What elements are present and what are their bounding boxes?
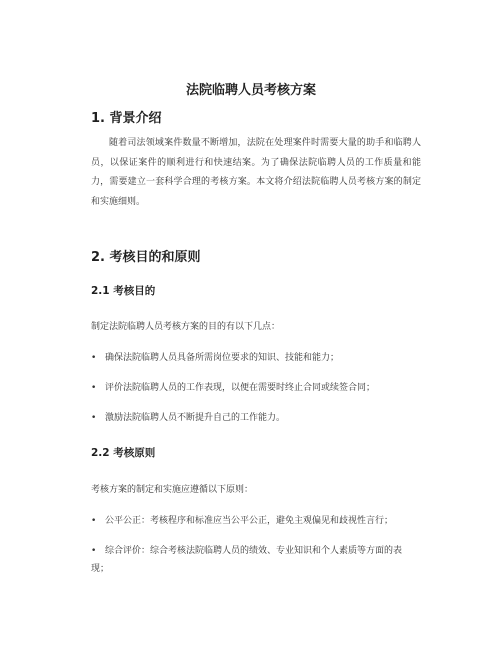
section-2-1-heading: 2.1 考核目的 (91, 285, 156, 297)
list-item-text: 确保法院临聘人员具备所需岗位要求的知识、技能和能力； (105, 353, 340, 363)
section-2-2-heading: 2.2 考核原则 (91, 447, 156, 459)
list-item-text: 评价法院临聘人员的工作表现，以便在需要时终止合同或续签合同； (105, 383, 376, 393)
list-item-text: 公平公正：考核程序和标准应当公平公正，避免主观偏见和歧视性言行； (105, 516, 394, 526)
list-item (91, 542, 423, 561)
bullet-icon: • (91, 516, 97, 526)
document-title: 法院临聘人员考核方案 (185, 83, 316, 98)
section-2-heading: 2. 考核目的和原则 (91, 250, 201, 265)
bullet-icon: • (91, 353, 97, 363)
list-item (91, 512, 423, 531)
bullet-icon: • (91, 546, 97, 556)
list-item-text: 综合评价：综合考核法院临聘人员的绩效、专业知识和个人素质等方面的表 (105, 546, 403, 556)
list-item-continuation: 现； (91, 564, 110, 574)
section-2-1-intro: 制定法院临聘人员考核方案的目的有以下几点： (91, 322, 281, 332)
section-2-2-intro: 考核方案的制定和实施应遵循以下原则： (91, 485, 254, 495)
bullet-icon: • (91, 383, 97, 393)
list-item (91, 379, 423, 398)
list-item (91, 409, 423, 428)
section-1-paragraph: 随着司法领域案件数量不断增加，法院在处理案件时需要大量的助手和临聘人员，以保证案件的顺利进行和快速结案。为了确保法院临聘人员的工作质量和能力，需要建立一套科学合理的考核方案。本文将介绍法院临聘人员考核方案的制定和实施细则。 (91, 138, 421, 207)
list-item-text: 激励法院临聘人员不断提升自己的工作能力。 (105, 413, 286, 423)
list-item (91, 349, 423, 368)
bullet-icon: • (91, 413, 97, 423)
section-1-heading: 1. 背景介绍 (91, 111, 162, 126)
